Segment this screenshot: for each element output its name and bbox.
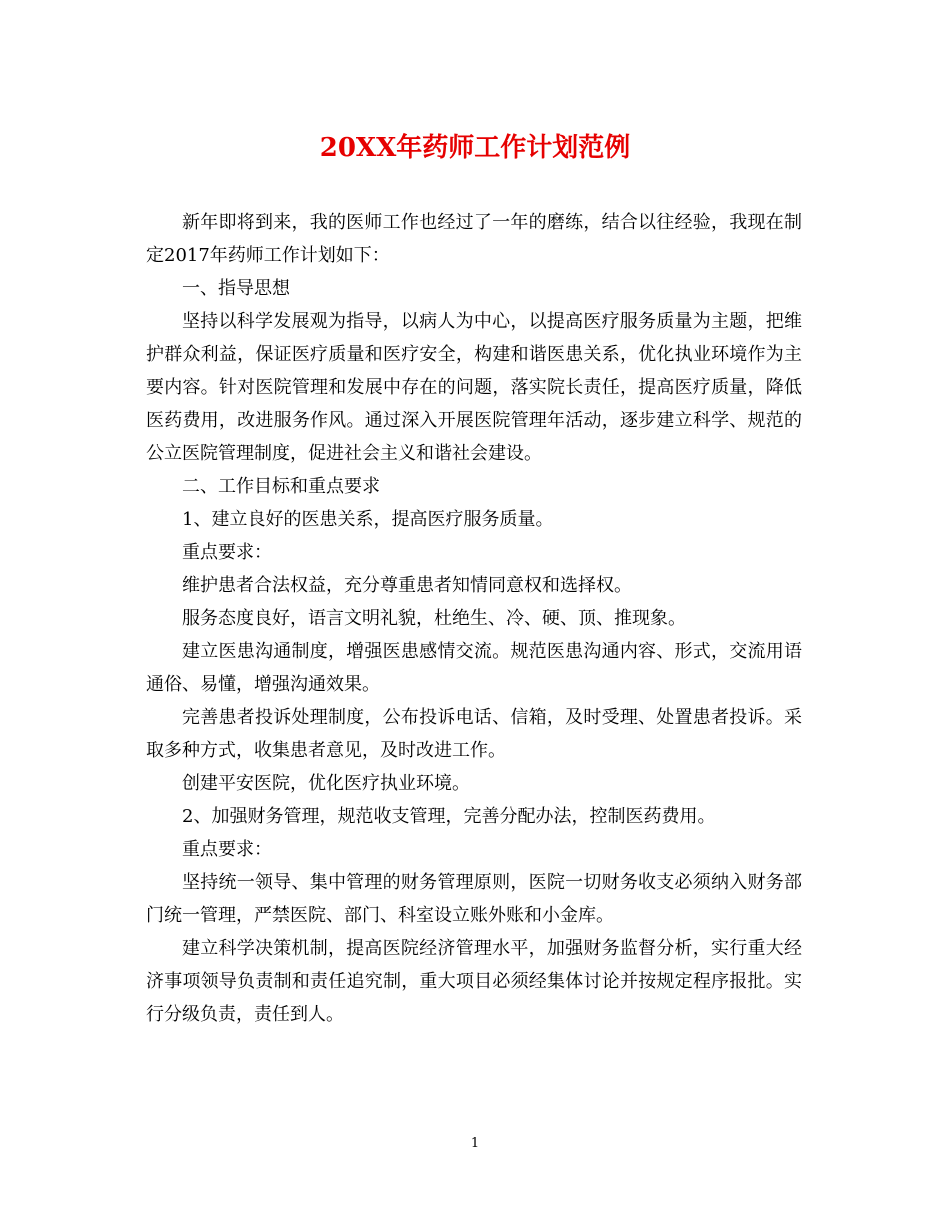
paragraph: 服务态度良好，语言文明礼貌，杜绝生、冷、硬、顶、推现象。: [182, 608, 686, 629]
page-number: 1: [470, 1136, 480, 1151]
page-title: 20XX年药师工作计划范例: [319, 133, 631, 163]
paragraph: 重点要求：: [182, 542, 272, 563]
paragraph: 新年即将到来，我的医师工作也经过了一年的磨练，结合以往经验，我现在制定2017年药师工作计划如下：: [146, 212, 802, 266]
paragraph: 完善患者投诉处理制度，公布投诉电话、信箱，及时受理、处置患者投诉。采取多种方式，收集患者意见，及时改进工作。: [146, 707, 802, 761]
paragraph: 2、加强财务管理，规范收支管理，完善分配办法，控制医药费用。: [182, 806, 716, 827]
document-body: [146, 206, 802, 1031]
paragraph: 维护患者合法权益，充分尊重患者知情同意权和选择权。: [182, 575, 632, 596]
paragraph: 坚持统一领导、集中管理的财务管理原则，医院一切财务收支必须纳入财务部门统一管理，严禁医院、部门、科室设立账外账和小金库。: [146, 872, 802, 926]
section-heading: 二、工作目标和重点要求: [182, 476, 380, 497]
paragraph: 1、建立良好的医患关系，提高医疗服务质量。: [182, 509, 554, 530]
paragraph: 重点要求：: [182, 839, 272, 860]
paragraph: 建立医患沟通制度，增强医患感情交流。规范医患沟通内容、形式，交流用语通俗、易懂，增强沟通效果。: [146, 641, 802, 695]
paragraph: 创建平安医院，优化医疗执业环境。: [182, 773, 470, 794]
paragraph: 建立科学决策机制，提高医院经济管理水平，加强财务监督分析，实行重大经济事项领导负责制和责任追究制，重大项目必须经集体讨论并按规定程序报批。实行分级负责，责任到人。: [146, 938, 802, 1025]
paragraph: 坚持以科学发展观为指导，以病人为中心，以提高医疗服务质量为主题，把维护群众利益，保证医疗质量和医疗安全，构建和谐医患关系，优化执业环境作为主要内容。针对医院管理和发展中存在的问题，落实院长责任，提高医疗质量，降低医药费用，改进服务作风。通过深入开展医院管理年活动，逐步建立科学、规范的公立医院管理制度，促进社会主义和谐社会建设。: [146, 311, 802, 464]
section-heading: 一、指导思想: [182, 278, 290, 299]
